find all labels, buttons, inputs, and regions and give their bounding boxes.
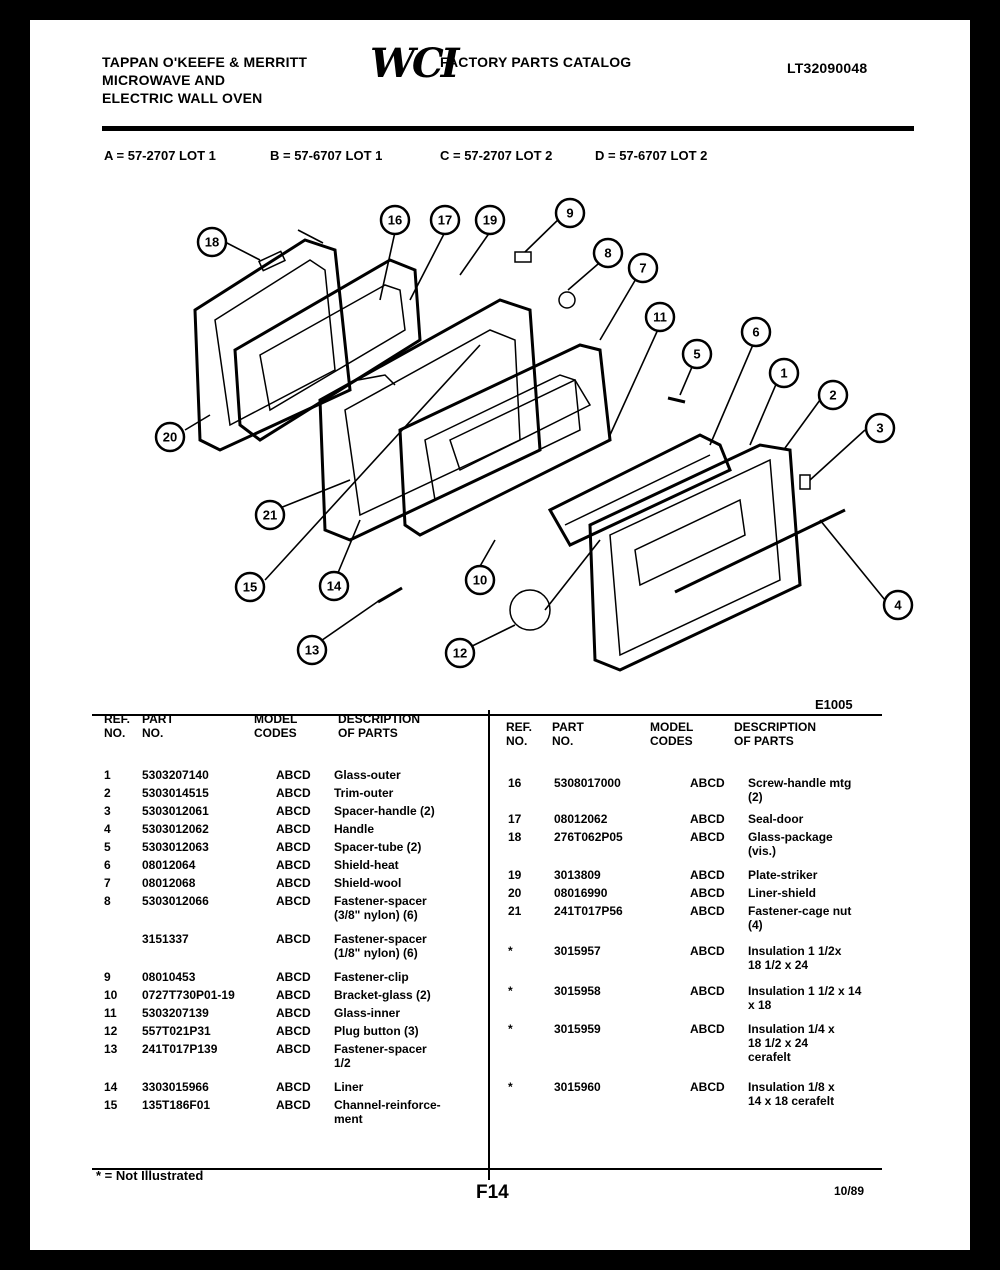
- callout-2: [819, 381, 847, 409]
- callout-18: [476, 206, 504, 234]
- right-col-part: PART NO.: [552, 720, 584, 748]
- left-col-ref: REF. NO.: [104, 712, 131, 740]
- part-shield-drawing: [550, 435, 730, 545]
- wci-logo: WCI: [370, 40, 457, 87]
- callout-15: [236, 573, 264, 601]
- catalog-date: 10/89: [834, 1184, 865, 1198]
- table-divider: [488, 710, 490, 1180]
- part-seal-drawing: [235, 260, 420, 440]
- part-liner-shield-drawing: [195, 240, 350, 450]
- catalog-number: LT32090048: [787, 60, 868, 76]
- svg-text:21: 21: [262, 507, 278, 523]
- callout-4: [884, 591, 912, 619]
- svg-text:11: 11: [653, 309, 667, 325]
- svg-text:9: 9: [566, 205, 574, 221]
- callout-17: [431, 206, 459, 234]
- callout-16a: [381, 206, 409, 234]
- callout-14: [320, 572, 348, 600]
- right-col-model: MODEL CODES: [650, 720, 694, 748]
- part-inner-glass-drawing: [400, 345, 610, 535]
- brand-line-2: MICROWAVE AND: [102, 72, 226, 88]
- part-clip-drawing: [515, 252, 531, 262]
- model-d: D = 57-6707 LOT 2: [595, 148, 708, 163]
- callout-5: [683, 340, 711, 368]
- part-fastener-spacer-drawing: [378, 588, 402, 602]
- svg-text:2: 2: [829, 387, 837, 403]
- exploded-door-diagram: [120, 190, 940, 700]
- catalog-title: FACTORY PARTS CATALOG: [440, 54, 632, 70]
- callout-1: [770, 359, 798, 387]
- callout-20: [156, 423, 184, 451]
- model-a: A = 57-2707 LOT 1: [104, 148, 216, 163]
- part-plug-button-drawing: [510, 590, 550, 630]
- model-b: B = 57-6707 LOT 1: [270, 148, 383, 163]
- diagram-svg: [120, 190, 940, 700]
- svg-text:1: 1: [780, 365, 788, 381]
- svg-text:7: 7: [639, 260, 647, 276]
- svg-text:20: 20: [162, 429, 178, 445]
- svg-text:16: 16: [387, 212, 403, 228]
- svg-text:13: 13: [304, 642, 320, 658]
- right-col-ref: REF. NO.: [506, 720, 533, 748]
- svg-text:18: 18: [204, 234, 220, 250]
- table-bottom-rule: [92, 1168, 882, 1170]
- callout-13: [298, 636, 326, 664]
- callout-7: [629, 254, 657, 282]
- callout-3: [866, 414, 894, 442]
- part-liner-drawing: [320, 300, 540, 540]
- callout-9: [556, 199, 584, 227]
- left-col-model: MODEL CODES: [254, 712, 298, 740]
- page-number: F14: [476, 1182, 509, 1203]
- callout-12: [446, 639, 474, 667]
- svg-text:12: 12: [452, 645, 468, 661]
- header-rule: [102, 126, 914, 131]
- svg-text:17: 17: [437, 212, 453, 228]
- part-spacer-drawing: [559, 292, 575, 308]
- svg-text:4: 4: [894, 597, 902, 613]
- callout-10: [466, 566, 494, 594]
- svg-text:6: 6: [752, 324, 760, 340]
- left-col-part: PART NO.: [142, 712, 174, 740]
- callout-21: [256, 501, 284, 529]
- model-c: C = 57-2707 LOT 2: [440, 148, 553, 163]
- brand-line-1: TAPPAN O'KEEFE & MERRITT: [102, 54, 308, 70]
- svg-text:10: 10: [472, 572, 488, 588]
- svg-text:3: 3: [876, 420, 884, 436]
- svg-text:8: 8: [604, 245, 612, 261]
- svg-text:15: 15: [242, 579, 258, 595]
- table-top-rule: [92, 714, 882, 716]
- svg-text:14: 14: [326, 578, 342, 594]
- callout-19: [198, 228, 226, 256]
- callout-8: [594, 239, 622, 267]
- svg-text:19: 19: [482, 212, 498, 228]
- diagram-code: E1005: [815, 697, 853, 712]
- left-col-desc: DESCRIPTION OF PARTS: [338, 712, 421, 740]
- part-spacer-tube-drawing: [668, 398, 685, 402]
- part-spacer-handle-drawing: [800, 475, 810, 489]
- not-illustrated-note: * = Not Illustrated: [96, 1168, 204, 1183]
- callout-6: [742, 318, 770, 346]
- catalog-page: TAPPAN O'KEEFE & MERRITT MICROWAVE AND ELECTRIC WALL OVEN WCI FACTORY PARTS CATALOG LT32090048 A = 57-2707 LOT 1 B = 57-6707 LOT 1 C = 57-2707 LOT 2 D = 57-6707 LOT 2 18 16 17 19 9 8 7 11 5 6 1 2 3 4 20 21 15 14 10 13 12 E1005 REF. NO. PART NO. MODEL CODES DESCRIPTION OF PARTS REF. NO. PART NO. MODEL CODES DESCRIPTION OF PARTS 1 5303207140 ABCD Glass-outer 2 5303014515 ABCD Trim-outer 3 5303012061 ABCD Spacer-handle (2) 4 5303012062 ABCD Handle 5 5303012063 ABCD Spacer-tube (2) 6 08012064 ABCD Shield-heat 7 08012068 ABCD Shield-wool 8 5303012066 ABCD Fastener-spacer (3/8" nylon) (6) 3151337 ABCD Fastener-spacer (1/8" nylon) (6) 9 08010453 ABCD Fastener-clip 10 0727T730P01-19 ABCD Bracket-glass (2) 11 5303207139 ABCD Glass-inner 12 557T021P31 ABCD Plug button (3) 13 241T017P139 ABCD Fastener-spacer 1/2 14 3303015966 ABCD Liner 15 135T186F01 ABCD Channel-reinforce- ment 16 5308017000 ABCD Screw-handle mtg (2) 17 08012062 ABCD Seal-door 18 276T062P05 ABCD Glass-package (vis.) 19 3013809 ABCD Plate-striker 20 08016990 ABCD Liner-shield 21 241T017P56 ABCD Fastener-cage nut (4) * 3015957 ABCD Insulation 1 1/2x 18 1/2 x 24 * 3015958 ABCD Insulation 1 1/2 x 14 x 18 * 3015959 ABCD Insulation 1/4 x 18 1/2 x 24 cerafelt * 3015960 ABCD Insulation 1/8 x 14 x 18 cerafelt * = Not Illustrated F14 10/89: [30, 20, 970, 1250]
- callout-11: [646, 303, 674, 331]
- brand-line-3: ELECTRIC WALL OVEN: [102, 90, 263, 106]
- part-outer-door-drawing: [590, 445, 845, 670]
- svg-text:5: 5: [693, 346, 701, 362]
- right-col-desc: DESCRIPTION OF PARTS: [734, 720, 817, 748]
